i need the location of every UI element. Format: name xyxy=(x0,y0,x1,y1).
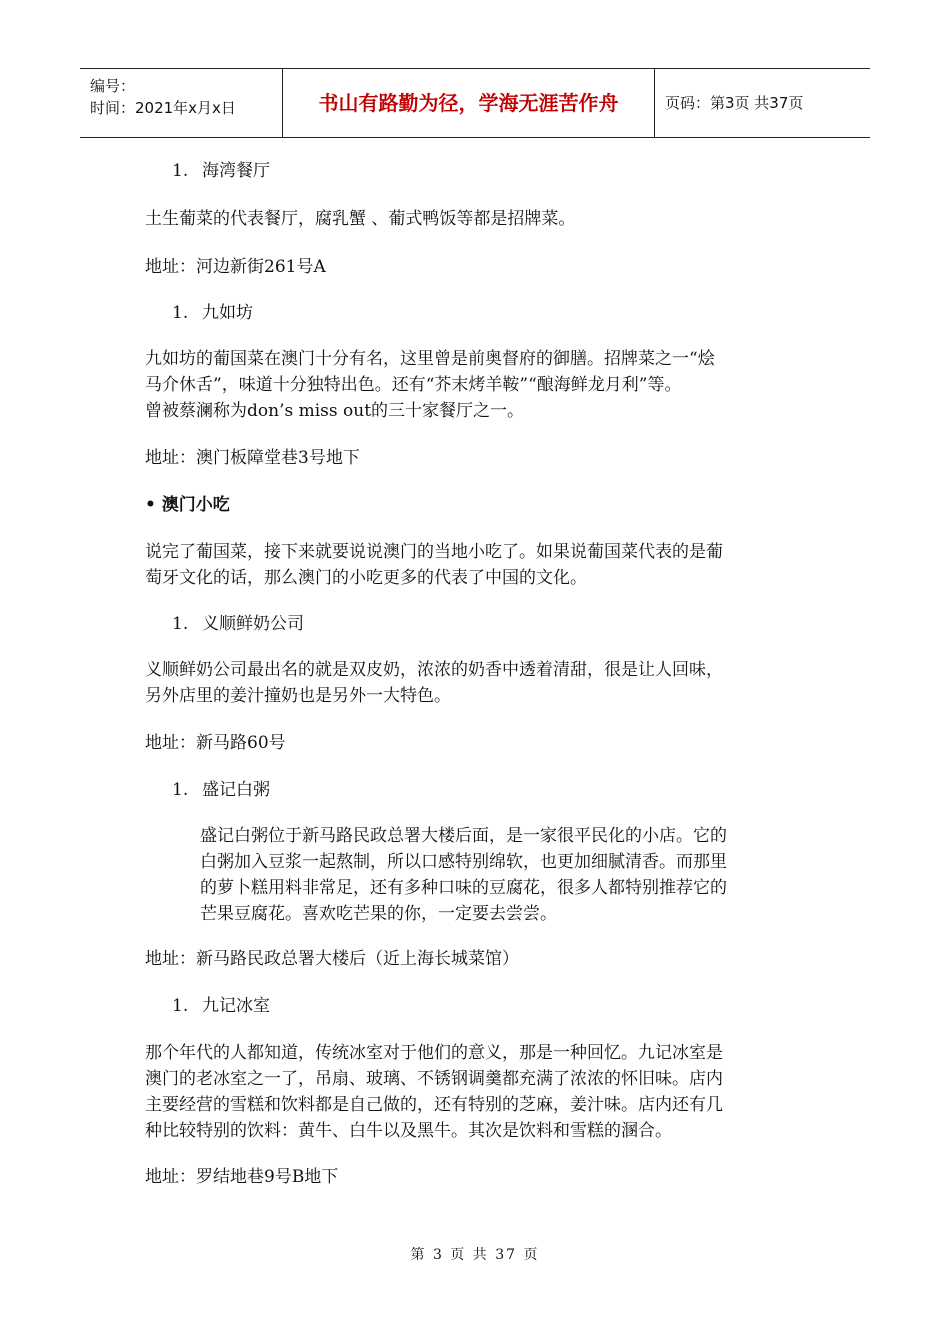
indented-paragraph-line: 白粥加入豆浆一起熬制，所以口感特别绵软，也更加细腻清香。而那里 xyxy=(200,852,727,872)
list-number: 1. xyxy=(172,996,189,1016)
list-item xyxy=(172,777,270,803)
list-number: 1. xyxy=(172,303,189,323)
page-header xyxy=(80,68,870,138)
section-heading: • 澳门小吃 xyxy=(145,495,230,515)
list-number: 1. xyxy=(172,161,189,181)
page-footer: 第 3 页 共 37 页 xyxy=(410,1247,540,1263)
list-item-title: 九记冰室 xyxy=(202,996,270,1016)
address-line: 地址：新马路60号 xyxy=(145,733,286,753)
list-number: 1. xyxy=(172,780,189,800)
paragraph-line: 澳门的老冰室之一了，吊扇、玻璃、不锈钢调羹都充满了浓浓的怀旧味。店内 xyxy=(145,1069,723,1089)
paragraph-line: 萄牙文化的话，那么澳门的小吃更多的代表了中国的文化。 xyxy=(145,568,587,588)
address-line: 地址：罗结地巷9号B地下 xyxy=(145,1167,339,1187)
document-date: 时间：2021年x月x日 xyxy=(90,99,236,117)
address-line: 地址：河边新街261号A xyxy=(145,257,326,277)
paragraph-line: 那个年代的人都知道，传统冰室对于他们的意义，那是一种回忆。九记冰室是 xyxy=(145,1043,723,1063)
paragraph-line: 九如坊的葡国菜在澳门十分有名，这里曾是前奥督府的御膳。招牌菜之一“烩 xyxy=(145,349,715,369)
list-number: 1. xyxy=(172,614,189,634)
header-motto: 书山有路勤为径，学海无涯苦作舟 xyxy=(283,69,655,137)
paragraph-line: 马介休舌”，味道十分独特出色。还有“芥末烤羊鞍”“酿海鲜龙月利”等。 xyxy=(145,375,682,395)
list-item xyxy=(172,300,253,326)
list-item-title: 盛记白粥 xyxy=(202,780,270,800)
list-item xyxy=(172,611,304,637)
document-number-label: 编号： xyxy=(90,77,136,95)
indented-paragraph-line: 的萝卜糕用料非常足，还有多种口味的豆腐花，很多人都特别推荐它的 xyxy=(200,878,727,898)
list-item-title: 海湾餐厅 xyxy=(202,161,270,181)
list-item xyxy=(172,993,270,1019)
paragraph-line: 种比较特别的饮料：黄牛、白牛以及黑牛。其次是饮料和雪糕的溷合。 xyxy=(145,1121,672,1141)
paragraph-line: 另外店里的姜汁撞奶也是另外一大特色。 xyxy=(145,686,451,706)
paragraph-line: 说完了葡国菜，接下来就要说说澳门的当地小吃了。如果说葡国菜代表的是葡 xyxy=(145,542,723,562)
address-line: 地址：澳门板障堂巷3号地下 xyxy=(145,448,360,468)
indented-paragraph-line: 芒果豆腐花。喜欢吃芒果的你，一定要去尝尝。 xyxy=(200,904,557,924)
paragraph-line: 义顺鲜奶公司最出名的就是双皮奶，浓浓的奶香中透着清甜，很是让人回味， xyxy=(145,660,723,680)
address-line: 地址：新马路民政总署大楼后（近上海长城菜馆） xyxy=(145,949,519,969)
list-item-title: 义顺鲜奶公司 xyxy=(202,614,304,634)
list-item xyxy=(172,158,270,184)
indented-paragraph-line: 盛记白粥位于新马路民政总署大楼后面，是一家很平民化的小店。它的 xyxy=(200,826,727,846)
paragraph-line: 土生葡菜的代表餐厅，腐乳蟹 、葡式鸭饭等都是招牌菜。 xyxy=(145,209,576,229)
header-meta xyxy=(80,69,283,137)
list-item-title: 九如坊 xyxy=(202,303,253,323)
paragraph-line: 曾被蔡澜称为don’s miss out的三十家餐厅之一。 xyxy=(145,401,525,421)
header-page-info: 页码：第3页 共37页 xyxy=(665,94,804,112)
paragraph-line: 主要经营的雪糕和饮料都是自己做的，还有特别的芝麻，姜汁味。店内还有几 xyxy=(145,1095,723,1115)
